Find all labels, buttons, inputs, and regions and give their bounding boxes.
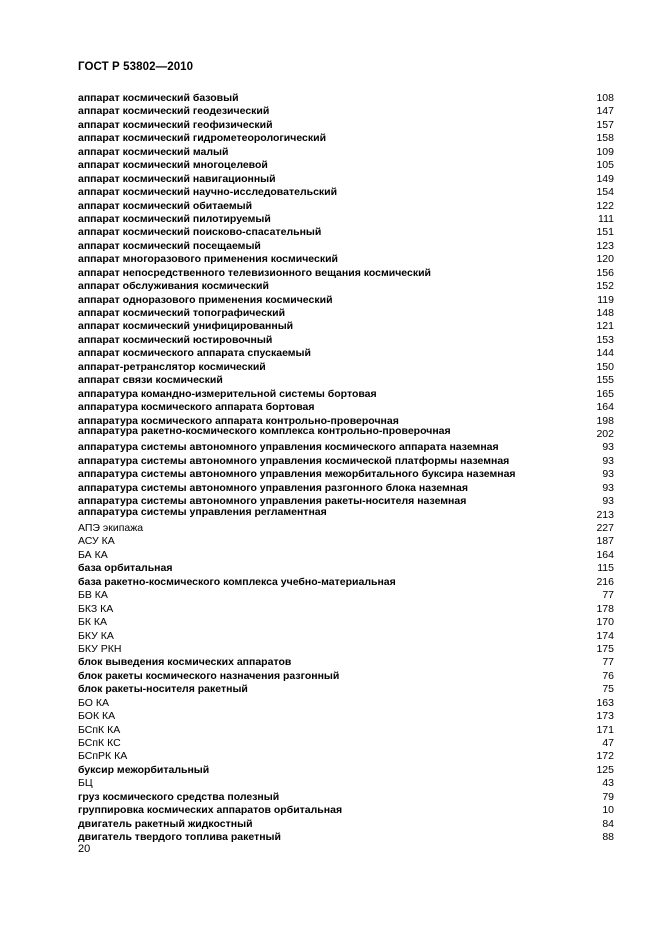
index-page-ref: 120: [596, 253, 614, 266]
index-page-ref: 115: [597, 562, 614, 575]
index-term: груз космического средства полезный: [78, 790, 280, 803]
index-term: аппарат космический научно-исследовательский: [78, 186, 338, 199]
index-entry: [78, 683, 614, 696]
index-term: БКУ КА: [78, 629, 114, 642]
index-entry: [78, 737, 614, 750]
index-entry: [78, 455, 614, 468]
index-entry: [78, 818, 614, 831]
index-page-ref: 144: [596, 347, 614, 360]
index-entry: [78, 307, 614, 320]
index-term: аппарат связи космический: [78, 374, 223, 387]
index-entry: [78, 468, 614, 481]
index-entry: [78, 616, 614, 629]
index-term: аппарат космический геофизический: [78, 118, 273, 131]
index-term: БК КА: [78, 616, 108, 629]
index-term: аппарат непосредственного телевизионного вещания космический: [78, 266, 431, 279]
index-page-ref: 147: [596, 105, 614, 118]
index-term: аппаратура системы автономного управления космического аппарата наземная: [78, 441, 499, 454]
index-entry: [78, 159, 614, 172]
index-page-ref: 125: [596, 763, 614, 776]
index-page-ref: 111: [598, 212, 614, 225]
index-entry: [78, 320, 614, 333]
index-term: аппаратура системы автономного управления космической платформы наземная: [78, 454, 510, 467]
index-term: аппарат космический малый: [78, 145, 229, 158]
index-page-ref: 170: [596, 616, 614, 629]
index-page-ref: 164: [596, 548, 614, 561]
index-entry: [78, 724, 614, 737]
index-entry: [78, 710, 614, 723]
index-page-ref: 105: [596, 159, 614, 172]
index-term: аппарат космический многоцелевой: [78, 159, 268, 172]
index-term: АСУ КА: [78, 535, 115, 548]
index-page-ref: 76: [602, 669, 614, 682]
page-number: 20: [78, 843, 91, 855]
index-term: БА КА: [78, 548, 108, 561]
index-entry: [78, 347, 614, 360]
index-term: БСпК КС: [78, 737, 121, 749]
index-entry: [78, 831, 614, 844]
index-term: аппарат космический унифицированный: [78, 320, 294, 333]
index-entry: [78, 750, 614, 763]
index-term: БСпРК КА: [78, 750, 128, 763]
index-entry: [78, 603, 614, 616]
index-entry: [78, 200, 614, 213]
index-term: аппаратура системы управления регламентная: [78, 508, 327, 518]
index-entry: [78, 428, 614, 441]
index-page-ref: 119: [597, 293, 614, 306]
index-entry: [78, 119, 614, 132]
index-page-ref: 198: [596, 414, 614, 427]
index-entry: [78, 576, 614, 589]
index-term: БОК КА: [78, 710, 116, 723]
index-page-ref: 153: [596, 333, 614, 346]
index-entry: [78, 656, 614, 669]
index-term: аппарат космический геодезический: [78, 105, 270, 118]
index-term: аппарат космического аппарата спускаемый: [78, 347, 311, 360]
index-entry: [78, 146, 614, 159]
index-page-ref: 84: [602, 817, 614, 830]
index-page-ref: 175: [596, 642, 614, 655]
index-entry: [78, 105, 614, 118]
index-term: аппарат космический навигационный: [78, 172, 276, 185]
index-entry: [78, 589, 614, 602]
index-page-ref: 216: [596, 575, 614, 588]
index-entry: [78, 535, 614, 548]
index-page-ref: 165: [596, 387, 614, 400]
index-page-ref: 154: [596, 186, 614, 199]
index-entry: [78, 791, 614, 804]
index-page-ref: 187: [596, 535, 614, 548]
index-term: группировка космических аппаратов орбитальная: [78, 804, 343, 817]
index-term: аппаратура космического аппарата контрольно-проверочная: [78, 414, 399, 427]
index-term: аппаратура системы автономного управления межорбитального буксира наземная: [78, 468, 516, 481]
index-term: БКЗ КА: [78, 602, 114, 615]
term-index-list: [78, 92, 614, 845]
index-page-ref: 93: [602, 495, 614, 508]
index-term: аппарат одноразового применения космический: [78, 293, 333, 306]
index-entry: [78, 280, 614, 293]
index-page-ref: 178: [596, 602, 614, 615]
index-entry: [78, 267, 614, 280]
index-page-ref: 171: [596, 723, 614, 736]
index-entry: [78, 441, 614, 454]
index-page-ref: 47: [602, 737, 614, 749]
index-term: аппарат космический гидрометеорологический: [78, 132, 327, 145]
index-page-ref: 108: [596, 92, 614, 104]
index-term: аппарат космический пилотируемый: [78, 212, 271, 225]
index-entry: [78, 630, 614, 643]
index-page-ref: 122: [596, 199, 614, 212]
index-term: БКУ РКН: [78, 642, 122, 655]
index-entry: [78, 697, 614, 710]
index-term: блок выведения космических аппаратов: [78, 656, 292, 669]
index-term: БО КА: [78, 696, 109, 709]
index-entry: [78, 522, 614, 535]
index-entry: [78, 509, 614, 522]
index-page-ref: 93: [602, 468, 614, 481]
index-entry: [78, 213, 614, 226]
index-term: аппарат космический обитаемый: [78, 199, 253, 212]
index-term: блок ракеты космического назначения разгонный: [78, 669, 340, 682]
index-entry: [78, 186, 614, 199]
index-entry: [78, 226, 614, 239]
index-entry: [78, 173, 614, 186]
index-term: БВ КА: [78, 589, 108, 602]
index-page-ref: 156: [596, 266, 614, 279]
index-term: БСпК КА: [78, 723, 121, 736]
index-page-ref: 150: [596, 360, 614, 373]
index-page-ref: 93: [602, 441, 614, 454]
index-page-ref: 75: [602, 683, 614, 696]
index-entry: [78, 643, 614, 656]
index-page-ref: 202: [596, 427, 614, 440]
index-entry: [78, 777, 614, 790]
index-entry: [78, 804, 614, 817]
index-entry: [78, 562, 614, 575]
index-entry: [78, 549, 614, 562]
index-term: аппарат космический поисково-спасательный: [78, 226, 322, 239]
index-page-ref: 151: [596, 226, 614, 239]
index-page-ref: 123: [596, 239, 614, 252]
index-term: база ракетно-космического комплекса учебно-материальная: [78, 575, 396, 588]
index-page-ref: 77: [602, 656, 614, 669]
index-term: база орбитальная: [78, 562, 173, 575]
index-entry: [78, 253, 614, 266]
index-term: аппарат многоразового применения космический: [78, 253, 338, 266]
index-page-ref: 158: [596, 132, 614, 145]
index-term: аппаратура ракетно-космического комплекса контрольно-проверочная: [78, 427, 451, 437]
index-page-ref: 121: [596, 320, 614, 333]
index-term: аппаратура системы автономного управления ракеты-носителя наземная: [78, 495, 467, 508]
index-entry: [78, 495, 614, 508]
index-term: буксир межорбитальный: [78, 763, 210, 776]
index-term: АПЭ экипажа: [78, 522, 144, 534]
index-page-ref: 88: [602, 831, 614, 844]
index-page-ref: 213: [596, 508, 614, 521]
index-entry: [78, 401, 614, 414]
index-term: аппарат космический базовый: [78, 92, 239, 104]
index-page-ref: 109: [596, 145, 614, 158]
index-page-ref: 43: [602, 777, 614, 790]
index-page-ref: 172: [596, 750, 614, 763]
index-entry: [78, 415, 614, 428]
index-term: аппарат-ретранслятор космический: [78, 360, 266, 373]
index-page-ref: 174: [596, 629, 614, 642]
index-entry: [78, 670, 614, 683]
index-page-ref: 77: [602, 589, 614, 602]
index-entry: [78, 294, 614, 307]
index-page-ref: 93: [602, 481, 614, 494]
index-entry: [78, 388, 614, 401]
index-page-ref: 173: [596, 710, 614, 723]
index-page-ref: 157: [596, 118, 614, 131]
index-page-ref: 79: [602, 790, 614, 803]
index-term: аппаратура космического аппарата бортовая: [78, 401, 315, 414]
index-entry: [78, 764, 614, 777]
index-page-ref: 163: [596, 696, 614, 709]
index-entry: [78, 482, 614, 495]
index-term: аппарат космический юстировочный: [78, 333, 273, 346]
index-term: аппаратура командно-измерительной системы бортовая: [78, 387, 377, 400]
index-term: двигатель ракетный жидкостный: [78, 817, 253, 830]
index-term: аппарат космический посещаемый: [78, 239, 261, 252]
index-page-ref: 152: [596, 280, 614, 293]
index-term: аппарат обслуживания космический: [78, 280, 269, 293]
index-entry: [78, 374, 614, 387]
index-page-ref: 155: [596, 374, 614, 387]
index-page-ref: 164: [596, 401, 614, 414]
index-page-ref: 227: [596, 522, 614, 534]
index-page-ref: 148: [596, 307, 614, 319]
index-term: БЦ: [78, 777, 93, 790]
index-term: блок ракеты-носителя ракетный: [78, 683, 248, 696]
index-entry: [78, 132, 614, 145]
index-page-ref: 149: [596, 172, 614, 185]
index-entry: [78, 92, 614, 105]
index-entry: [78, 334, 614, 347]
index-page-ref: 93: [602, 454, 614, 467]
index-entry: [78, 361, 614, 374]
index-term: двигатель твердого топлива ракетный: [78, 831, 281, 844]
index-term: аппарат космический топографический: [78, 307, 286, 319]
index-entry: [78, 240, 614, 253]
document-header: ГОСТ Р 53802—2010: [78, 61, 194, 73]
index-page-ref: 10: [602, 804, 614, 817]
index-term: аппаратура системы автономного управления разгонного блока наземная: [78, 481, 469, 494]
